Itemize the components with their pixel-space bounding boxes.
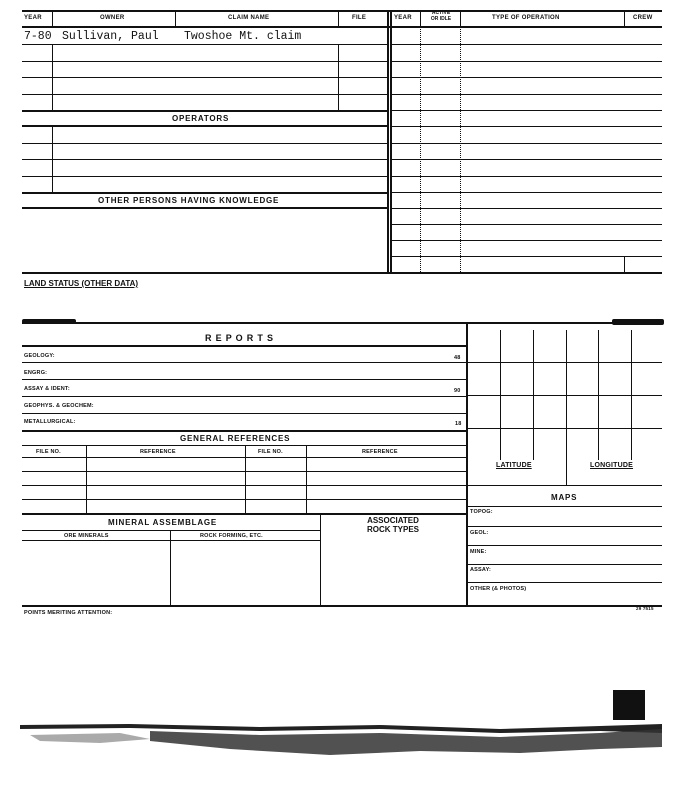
col-sep bbox=[338, 44, 339, 110]
col-sep bbox=[170, 530, 171, 605]
claim-name-header: CLAIM NAME bbox=[228, 15, 270, 21]
row-line bbox=[22, 540, 320, 541]
row-line bbox=[466, 545, 662, 546]
center-divider-2 bbox=[390, 10, 392, 272]
row-line bbox=[22, 471, 466, 472]
latitude-label: LATITUDE bbox=[496, 462, 532, 469]
file-no-header: FILE NO. bbox=[36, 449, 61, 455]
row-line bbox=[22, 513, 466, 515]
geophys-label: GEOPHYS. & GEOCHEM: bbox=[24, 403, 94, 409]
row-line bbox=[22, 94, 387, 95]
row-line bbox=[22, 499, 466, 500]
op-row-line bbox=[390, 61, 662, 62]
associated-rock-types-title bbox=[330, 516, 456, 534]
col-sep bbox=[420, 26, 421, 272]
op-row-line bbox=[390, 94, 662, 95]
operators-title: OPERATORS bbox=[172, 114, 230, 123]
reference-header: REFERENCE bbox=[140, 449, 176, 455]
col-sep bbox=[52, 44, 53, 110]
year-header: YEAR bbox=[24, 15, 42, 21]
assay-ident-label: ASSAY & IDENT: bbox=[24, 386, 70, 392]
assay-ident-number: 90 bbox=[454, 388, 461, 394]
op-row-line bbox=[390, 176, 662, 177]
land-status-label: LAND STATUS (OTHER DATA) bbox=[24, 279, 139, 288]
maps-title: MAPS bbox=[551, 493, 578, 502]
row-line bbox=[22, 530, 320, 531]
col-sep bbox=[86, 445, 87, 513]
col-sep bbox=[175, 10, 176, 26]
row1-claim-name: Twoshoe Mt. claim bbox=[184, 30, 302, 43]
row-line bbox=[22, 159, 387, 160]
row-line bbox=[22, 176, 387, 177]
associated-label: ASSOCIATED bbox=[367, 516, 419, 525]
grid-line bbox=[566, 330, 567, 485]
crew-header: CREW bbox=[633, 15, 653, 21]
owner-header: OWNER bbox=[100, 15, 125, 21]
bottom-border bbox=[22, 605, 662, 607]
row-line bbox=[22, 44, 387, 45]
row-line bbox=[22, 457, 466, 458]
rock-forming-header: ROCK FORMING, ETC. bbox=[200, 533, 263, 539]
row-line bbox=[22, 485, 466, 486]
active-idle-header bbox=[422, 10, 460, 22]
op-row-line bbox=[390, 159, 662, 160]
row-line bbox=[22, 413, 466, 414]
op-row-line bbox=[390, 256, 662, 257]
col-sep bbox=[460, 10, 461, 26]
row-line bbox=[466, 564, 662, 565]
col-sep bbox=[320, 513, 321, 605]
row-line bbox=[22, 379, 466, 380]
op-row-line bbox=[390, 77, 662, 78]
col-sep bbox=[420, 10, 421, 26]
row-line bbox=[466, 506, 662, 507]
active-label: ACTIVE bbox=[431, 10, 451, 16]
col-sep bbox=[624, 10, 625, 26]
row-line bbox=[466, 526, 662, 527]
row-line bbox=[22, 143, 387, 144]
grid-line bbox=[466, 362, 662, 363]
col-sep bbox=[52, 125, 53, 192]
op-row-line bbox=[390, 110, 662, 111]
op-year-header: YEAR bbox=[394, 15, 412, 21]
row1-owner: Sullivan, Paul bbox=[62, 30, 159, 43]
general-references-title: GENERAL REFERENCES bbox=[180, 434, 291, 443]
type-header: TYPE OF OPERATION bbox=[492, 15, 560, 21]
row-line bbox=[22, 61, 387, 62]
form-number: 29 7515 bbox=[636, 606, 654, 611]
row-line bbox=[22, 77, 387, 78]
row-line bbox=[22, 396, 466, 397]
geology-label: GEOLOGY: bbox=[24, 353, 55, 359]
header-bottom-border bbox=[22, 26, 662, 28]
row-line bbox=[22, 125, 387, 127]
col-sep bbox=[624, 256, 625, 272]
op-row-line bbox=[390, 192, 662, 193]
metallurgical-number: 18 bbox=[455, 421, 462, 427]
op-row-line bbox=[390, 208, 662, 209]
file-no-header-2: FILE NO. bbox=[258, 449, 283, 455]
row-line bbox=[22, 445, 466, 446]
col-sep bbox=[245, 445, 246, 513]
row1-year: 7-80 bbox=[24, 30, 52, 43]
op-row-line bbox=[390, 126, 662, 127]
top-border bbox=[22, 10, 662, 12]
grid-line bbox=[466, 428, 662, 429]
row-line bbox=[22, 430, 466, 432]
map-topog-label: TOPOG: bbox=[470, 509, 493, 515]
reports-top-border bbox=[22, 322, 662, 324]
row-line bbox=[22, 362, 466, 363]
row-line bbox=[22, 345, 466, 347]
other-persons-title: OTHER PERSONS HAVING KNOWLEDGE bbox=[98, 196, 280, 205]
map-geol-label: GEOL: bbox=[470, 530, 489, 536]
op-row-line bbox=[390, 224, 662, 225]
col-sep bbox=[338, 10, 339, 26]
row-line bbox=[22, 110, 387, 112]
rock-types-label: ROCK TYPES bbox=[366, 525, 419, 534]
center-divider bbox=[387, 10, 389, 272]
or-idle-label: OR IDLE bbox=[430, 16, 452, 22]
reports-title: R E P O R T S bbox=[205, 333, 274, 343]
file-header: FILE bbox=[352, 15, 367, 21]
col-sep bbox=[460, 26, 461, 272]
row-line bbox=[22, 192, 387, 194]
col-sep bbox=[52, 10, 53, 26]
col-sep bbox=[306, 445, 307, 513]
geology-number: 48 bbox=[454, 355, 461, 361]
map-other-label: OTHER (& PHOTOS) bbox=[470, 586, 527, 592]
row-line bbox=[466, 485, 662, 486]
reference-header-2: REFERENCE bbox=[362, 449, 398, 455]
ore-minerals-header: ORE MINERALS bbox=[64, 533, 109, 539]
op-row-line bbox=[390, 143, 662, 144]
row-line bbox=[466, 582, 662, 583]
table-bottom-border bbox=[22, 272, 662, 274]
row-line bbox=[22, 207, 387, 209]
op-row-line bbox=[390, 240, 662, 241]
points-meriting-label: POINTS MERITING ATTENTION: bbox=[24, 610, 113, 616]
metallurgical-label: METALLURGICAL: bbox=[24, 419, 76, 425]
map-mine-label: MINE: bbox=[470, 549, 487, 555]
scan-noise-band bbox=[0, 715, 678, 770]
longitude-label: LONGITUDE bbox=[590, 462, 634, 469]
right-panel-divider bbox=[466, 322, 468, 605]
op-row-line bbox=[390, 44, 662, 45]
engrg-label: ENGRG: bbox=[24, 370, 48, 376]
grid-line bbox=[466, 395, 662, 396]
mineral-assemblage-title: MINERAL ASSEMBLAGE bbox=[108, 518, 218, 527]
map-assay-label: ASSAY: bbox=[470, 567, 492, 573]
